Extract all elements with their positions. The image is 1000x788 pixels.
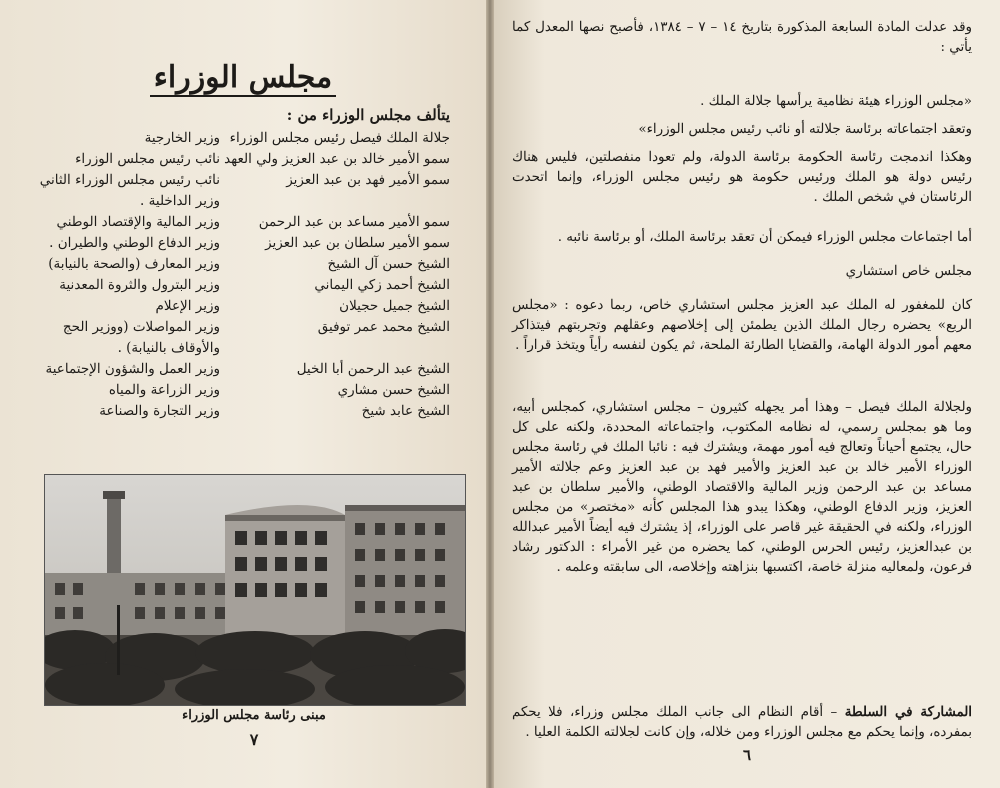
member-ministry: وزير العمل والشؤون الإجتماعية bbox=[45, 361, 220, 377]
roster-row bbox=[30, 151, 450, 172]
member-ministry: وزير الزراعة والمياه bbox=[108, 382, 220, 398]
member-ministry: وزير الخارجية bbox=[144, 130, 220, 146]
roster-row bbox=[30, 256, 450, 277]
cabinet-roster bbox=[30, 130, 450, 424]
page-number: ٧ bbox=[249, 730, 259, 749]
member-ministry: والأوقاف بالنيابة) . bbox=[117, 340, 220, 356]
member-name: الشيخ عابد شيخ bbox=[361, 403, 450, 419]
roster-row bbox=[30, 298, 450, 319]
roster-intro: يتألف مجلس الوزراء من : bbox=[286, 106, 450, 124]
member-name: جلالة الملك فيصل رئيس مجلس الوزراء bbox=[229, 130, 450, 146]
member-name: الشيخ جميل حجيلان bbox=[339, 298, 450, 314]
member-name: الشيخ محمد عمر توفيق bbox=[317, 319, 450, 335]
member-ministry: نائب رئيس مجلس الوزراء الثاني bbox=[39, 172, 220, 188]
member-ministry: وزير الإعلام bbox=[155, 298, 220, 314]
roster-row bbox=[30, 130, 450, 151]
member-ministry: نائب رئيس مجلس الوزراء bbox=[75, 151, 220, 167]
member-ministry: وزير التجارة والصناعة bbox=[99, 403, 220, 419]
quoted-paragraph: «مجلس الوزراء هيئة نظامية يرأسها جلالة الملك . bbox=[700, 94, 972, 109]
member-name: سمو الأمير خالد بن عبد العزيز ولي العهد bbox=[224, 151, 450, 167]
paragraph: ولجلالة الملك فيصل – وهذا أمر يجهله كثيرون – مجلس استشاري، كمجلس أبيه، وما هو بمجلس رسمي، له نظامه المكتوب، واجتماعاته المحددة، ولكنه على كل حال، يجتمع أحياناً وتعالج فيه أمور مهمة، ويشترك فيه : نائبا الملك في رئاسة مجلس الوزراء الأمير خالد بن عبد العزيز والأمير فهد بن عبد العزيز وعم جلالته الأمير مساعد بن عبد الرحمن وزير المالية والاقتصاد الوطني، والأمير سلطان بن عبد العزيز، وزير الدفاع الوطني، وهكذا يبدو هذا المجلس كأنه «مختصر» من مجلس الوزراء، ولكنه في الحقيقة غير قاصر على الوزراء، إذ يشترك فيه أيضاً الأمير عبدالله بن عبدالعزيز، رئيس الحرس الوطني، كما يحضره من غير الأمراء : الدكتور رشاد فرعون، ولمعاليه منزلة خاصة، اكتسبها بنزاهته وإخلاصه، الى سابقته وعلمه . bbox=[512, 400, 972, 575]
member-name: سمو الأمير سلطان بن عبد العزيز bbox=[265, 235, 450, 251]
member-ministry: وزير الداخلية . bbox=[140, 193, 220, 209]
member-ministry: وزير المواصلات (ووزير الحج bbox=[62, 319, 220, 335]
building-photo bbox=[44, 474, 466, 706]
page-title: مجلس الوزراء bbox=[0, 60, 486, 95]
paragraph-lead: المشاركة في السلطة bbox=[844, 704, 972, 720]
paragraph: كان للمغفور له الملك عبد العزيز مجلس استشاري خاص، ربما دعوه : «مجلس الربع» يحضره رجال الملك الذين يطمئن إلى إخلاصهم وعقلهم وتجربتهم فيتذاكر معهم أمور الدولة الهامة، والقضايا الطارئة الملحة، ثم يكون لنفسه رأياً ويتخذ قراراً . bbox=[512, 298, 972, 353]
member-name: الشيخ حسن مشاري bbox=[337, 382, 450, 398]
member-name: سمو الأمير فهد بن عبد العزيز bbox=[286, 172, 450, 188]
roster-row bbox=[30, 172, 450, 193]
section-heading: مجلس خاص استشاري bbox=[845, 264, 972, 279]
quoted-paragraph: وتعقد اجتماعاته برئاسة جلالته أو نائب رئيس مجلس الوزراء» bbox=[638, 122, 972, 137]
roster-row bbox=[30, 235, 450, 256]
member-ministry: وزير المالية والإقتصاد الوطني bbox=[56, 214, 220, 230]
member-ministry: وزير المعارف (والصحة بالنيابة) bbox=[48, 256, 220, 272]
member-ministry: وزير البترول والثروة المعدنية bbox=[59, 277, 220, 293]
left-page bbox=[0, 0, 486, 788]
roster-row bbox=[30, 277, 450, 298]
member-name: الشيخ حسن آل الشيخ bbox=[327, 256, 450, 272]
roster-row bbox=[30, 403, 450, 424]
member-name: الشيخ عبد الرحمن أبا الخيل bbox=[296, 361, 450, 377]
paragraph-text: – أقام النظام الى جانب الملك مجلس وزراء، فلا يحكم بمفرده، وإنما يحكم مع مجلس الوزراء ومن خلاله، وإن كانت لجلالته الكلمة العليا . bbox=[512, 705, 972, 740]
member-name: سمو الأمير مساعد بن عبد الرحمن bbox=[258, 214, 450, 230]
roster-row bbox=[30, 214, 450, 235]
roster-row bbox=[30, 361, 450, 382]
paragraph: أما اجتماعات مجلس الوزراء فيمكن أن تعقد برئاسة الملك، أو برئاسة نائبه . bbox=[557, 230, 972, 245]
paragraph: وقد عدلت المادة السابعة المذكورة بتاريخ ١٤ – ٧ – ١٣٨٤، فأصبح نصها المعدل كما يأتي : bbox=[512, 20, 972, 55]
member-name: الشيخ أحمد زكي اليماني bbox=[314, 277, 450, 293]
book-gutter bbox=[486, 0, 494, 788]
page-number: ٦ bbox=[742, 746, 752, 764]
roster-row bbox=[30, 382, 450, 403]
roster-row bbox=[30, 319, 450, 340]
paragraph: وهكذا اندمجت رئاسة الحكومة برئاسة الدولة، ولم تعودا منفصلتين، فليس هناك رئيس دولة هو الملك ورئيس حكومة هو رئيس مجلس الوزراء، وإنما اتحدت الرئاستان في شخص الملك . bbox=[512, 150, 972, 205]
paragraph bbox=[512, 702, 972, 743]
member-ministry: وزير الدفاع الوطني والطيران . bbox=[49, 235, 220, 251]
photo-caption: مبنى رئاسة مجلس الوزراء bbox=[182, 708, 326, 723]
right-page bbox=[494, 0, 1000, 788]
roster-row bbox=[30, 340, 450, 361]
roster-row bbox=[30, 193, 450, 214]
